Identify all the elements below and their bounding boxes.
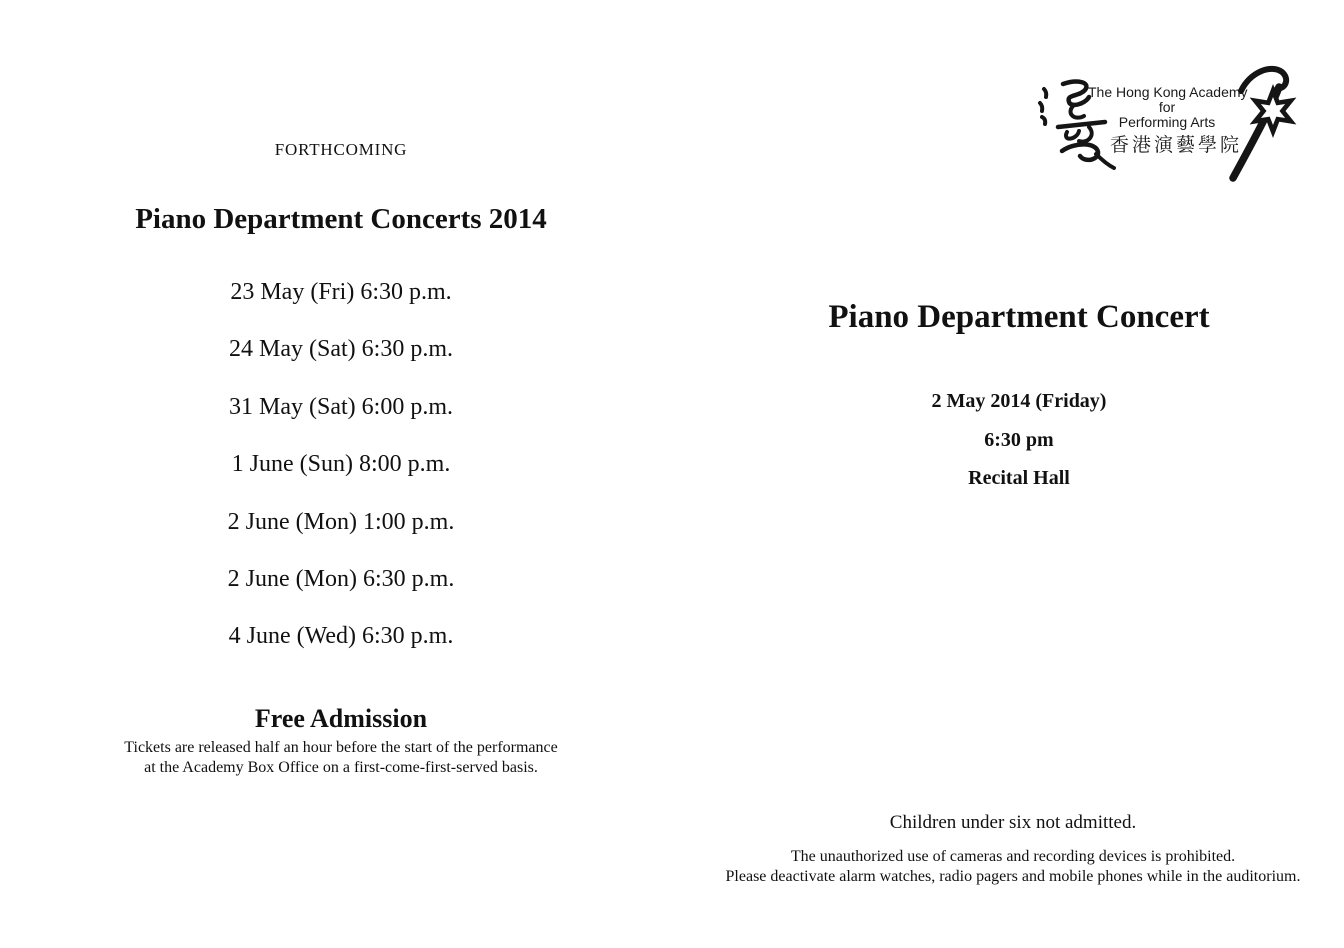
house-rules-notice [683, 847, 1343, 887]
concert-date: 23 May (Fri) 6:30 p.m. [230, 279, 452, 305]
event-date: 2 May 2014 (Friday) [931, 390, 1107, 412]
house-rules-line2: Please deactivate alarm watches, radio pagers and mobile phones while in the auditorium. [725, 868, 1301, 885]
house-rules-line1: The unauthorized use of cameras and recording devices is prohibited. [790, 848, 1236, 865]
hkapa-name-line2: for [1158, 99, 1176, 115]
children-notice: Children under six not admitted. [889, 812, 1137, 833]
event-details [694, 382, 1344, 498]
forthcoming-label: FORTHCOMING [274, 140, 408, 159]
hkapa-name-line3: Performing Arts [1118, 114, 1216, 130]
admission-note [60, 738, 622, 778]
forthcoming-title: Piano Department Concerts 2014 [135, 203, 547, 235]
admission-note-line2: at the Academy Box Office on a first-come-first-served basis. [144, 759, 538, 776]
concert-date: 2 June (Mon) 1:00 p.m. [227, 508, 455, 535]
concert-date: 24 May (Sat) 6:30 p.m. [229, 336, 453, 363]
admission-note-line1: Tickets are released half an hour before the start of the performance [124, 739, 558, 756]
concert-title: Piano Department Concert [828, 299, 1210, 335]
concert-date: 31 May (Sat) 6:00 p.m. [229, 393, 453, 420]
hkapa-star-swoosh-icon [1226, 61, 1310, 188]
concert-date: 4 June (Wed) 6:30 p.m. [228, 623, 454, 650]
hkapa-name-zh: 香港演藝學院 [1110, 135, 1243, 156]
event-time: 6:30 pm [984, 428, 1054, 451]
concert-date: 2 June (Mon) 6:30 p.m. [227, 566, 455, 593]
event-venue: Recital Hall [968, 467, 1070, 490]
concert-date: 1 June (Sun) 8:00 p.m. [231, 451, 451, 478]
hkapa-logo [1030, 70, 1310, 185]
concert-date-list [60, 264, 622, 666]
free-admission-title: Free Admission [254, 704, 428, 733]
hkapa-name-line1: The Hong Kong Academy [1088, 84, 1248, 100]
hkapa-name-en [1088, 85, 1246, 130]
